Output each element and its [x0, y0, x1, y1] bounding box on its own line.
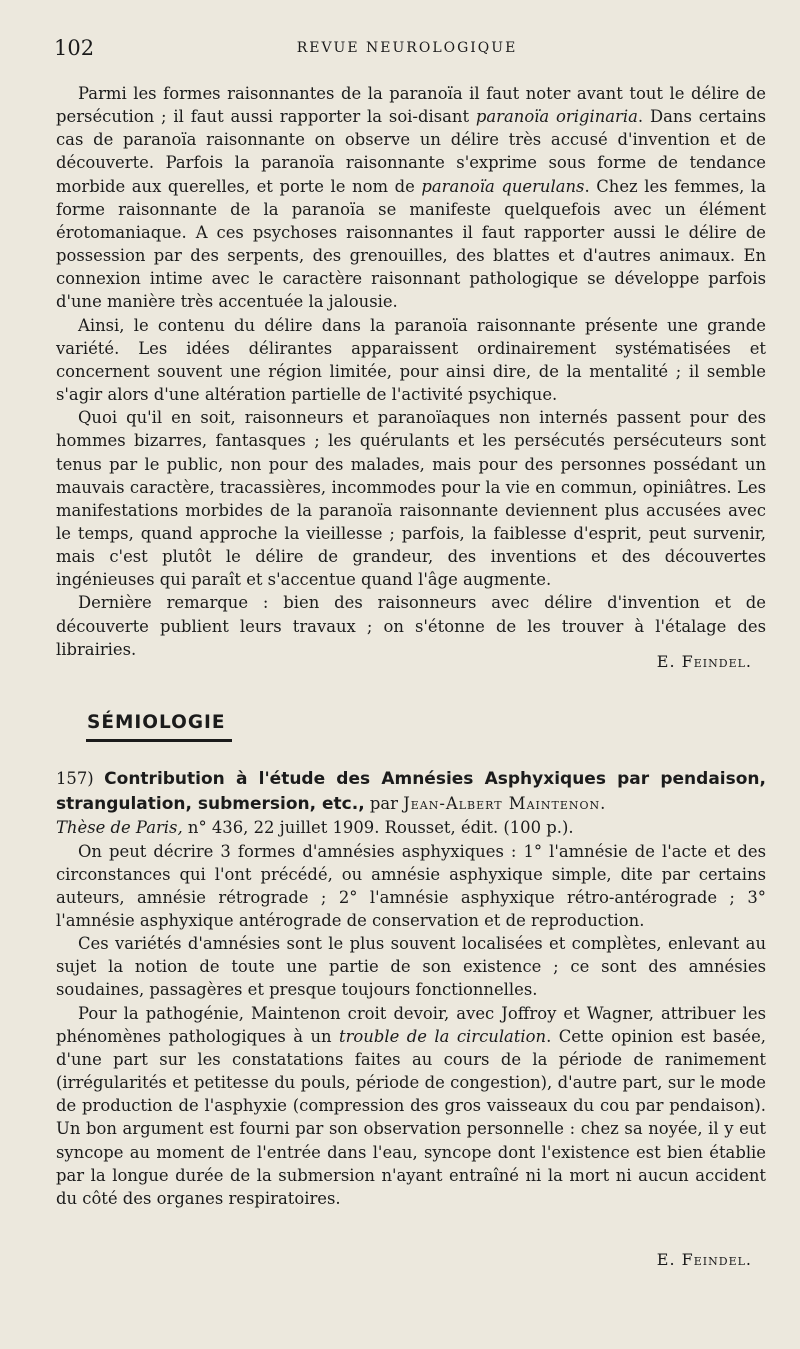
author-signature: E. Feindel. — [656, 1250, 752, 1269]
author-signature: E. Feindel. — [656, 652, 752, 671]
entry-title: Contribution à l'étude des Amnésies Asphyxiques par pendaison, strangulation, submersion, etc., — [56, 769, 766, 814]
paragraph: Parmi les formes raisonnantes de la paranoïa il faut noter avant tout le délire de persécution ; il faut aussi rapporter la soi-disant paranoïa originaria. Dans certains cas de paranoïa raisonnante on observe un délire très accusé d'invention et de découverte. Parfois la paranoïa raisonnante s'exprime sous forme de tendance morbide aux querelles, et porte le nom de paranoïa querulans. Chez les femmes, la forme raisonnante de la paranoïa se manifeste quelquefois avec un élément érotomaniaque. A ces psychoses raisonnantes il faut rapporter aussi le délire de possession par des serpents, des grenouilles, des blattes et d'autres animaux. En connexion intime avec le caractère raisonnant pathologique se développe parfois d'une manière très accentuée la jalousie. — [56, 84, 767, 312]
review-entry — [56, 767, 766, 1210]
paragraph: Pour la pathogénie, Maintenon croit devoir, avec Joffroy et Wagner, attribuer les phénomènes pathologiques à un trouble de la circulation. Cette opinion est basée, d'une part sur les constatations faites au cours de la période de ranimement (irrégularités et petitesse du pouls, période de congestion), d'autre part, sur le mode de production de l'asphyxie (compression des gros vaisseaux du cou par pendaison). Un bon argument est fourni par son observation personnelle : chez sa noyée, il y eut syncope au moment de l'entrée dans l'eau, syncope dont l'existence est bien établie par la longue durée de la submersion n'ayant entraîné ni la mort ni aucun accident du côté des organes respiratoires. — [56, 1003, 766, 1208]
emphasis: trouble de la circulation — [339, 1026, 547, 1046]
entry-number: 157) — [56, 769, 94, 788]
entry-author: Jean-Albert Maintenon. — [403, 793, 607, 813]
paragraph: Dernière remarque : bien des raisonneurs avec délire d'invention et de découverte publient leurs travaux ; on s'étonne de les trouver à l'étalage des librairies. — [56, 593, 766, 659]
section-underline — [86, 739, 232, 742]
latin-term: paranoïa querulans — [421, 176, 585, 196]
entry-publication: n° 436, 22 juillet 1909. Rousset, édit. (100 p.). — [182, 818, 574, 837]
entry-thesis: Thèse de Paris, — [56, 818, 183, 837]
entry-body — [56, 840, 766, 1211]
paragraph: On peut décrire 3 formes d'amnésies asphyxiques : 1° l'amnésie de l'acte et des circonstances qui l'ont précédé, ou amnésie asphyxique simple, dite par certains auteurs, amnésie rétrograde ; 2° l'amnésie asphyxique rétro-antérograde ; 3° l'amnésie asphyxique antérograde de conservation et de reproduction. — [56, 841, 766, 930]
page-header — [54, 36, 760, 62]
section-heading: SÉMIOLOGIE — [87, 712, 226, 733]
paragraph: Quoi qu'il en soit, raisonneurs et paranoïaques non internés passent pour des hommes bizarres, fantasques ; les quérulants et les persécutés persécuteurs sont tenus par le public, non pour des malades, mais pour des personnes possédant un mauvais caractère, tracassières, incommodes pour la vie en commun, opiniâtres. Les manifestations morbides de la paranoïa raisonnante deviennent plus accusées avec le temps, quand approche la vieillesse ; parfois, la faiblesse d'esprit, peut survenir, mais c'est plutôt le délire de grandeur, des inventions et des découvertes ingénieuses qui paraît et s'accentue quand l'âge augmente. — [56, 408, 766, 590]
page-number: 102 — [54, 36, 95, 60]
paragraph: Ainsi, le contenu du délire dans la paranoïa raisonnante présente une grande variété. Les idées délirantes apparaissent ordinairement systématisées et concernent souvent une région limitée, pour ainsi dire, de la mentalité ; il semble s'agir alors d'une altération partielle de l'activité psychique. — [56, 315, 766, 405]
entry-citation: 157) Contribution à l'étude des Amnésies Asphyxiques par pendaison, strangulation, submersion, etc., par Jean-Albert Maintenon. Thèse de Paris, n° 436, 22 juillet 1909. Rousset, édit. (100 p.). — [56, 769, 766, 837]
review-paranoia-text — [56, 82, 766, 661]
running-title: REVUE NEUROLOGIQUE — [296, 40, 518, 56]
latin-term: paranoïa originaria — [475, 107, 638, 127]
paragraph: Ces variétés d'amnésies sont le plus souvent localisées et complètes, enlevant au sujet la notion de toute une partie de son existence ; ce sont des amnésies soudaines, passagères et presque toujours fonctionnelles. — [56, 934, 766, 1000]
